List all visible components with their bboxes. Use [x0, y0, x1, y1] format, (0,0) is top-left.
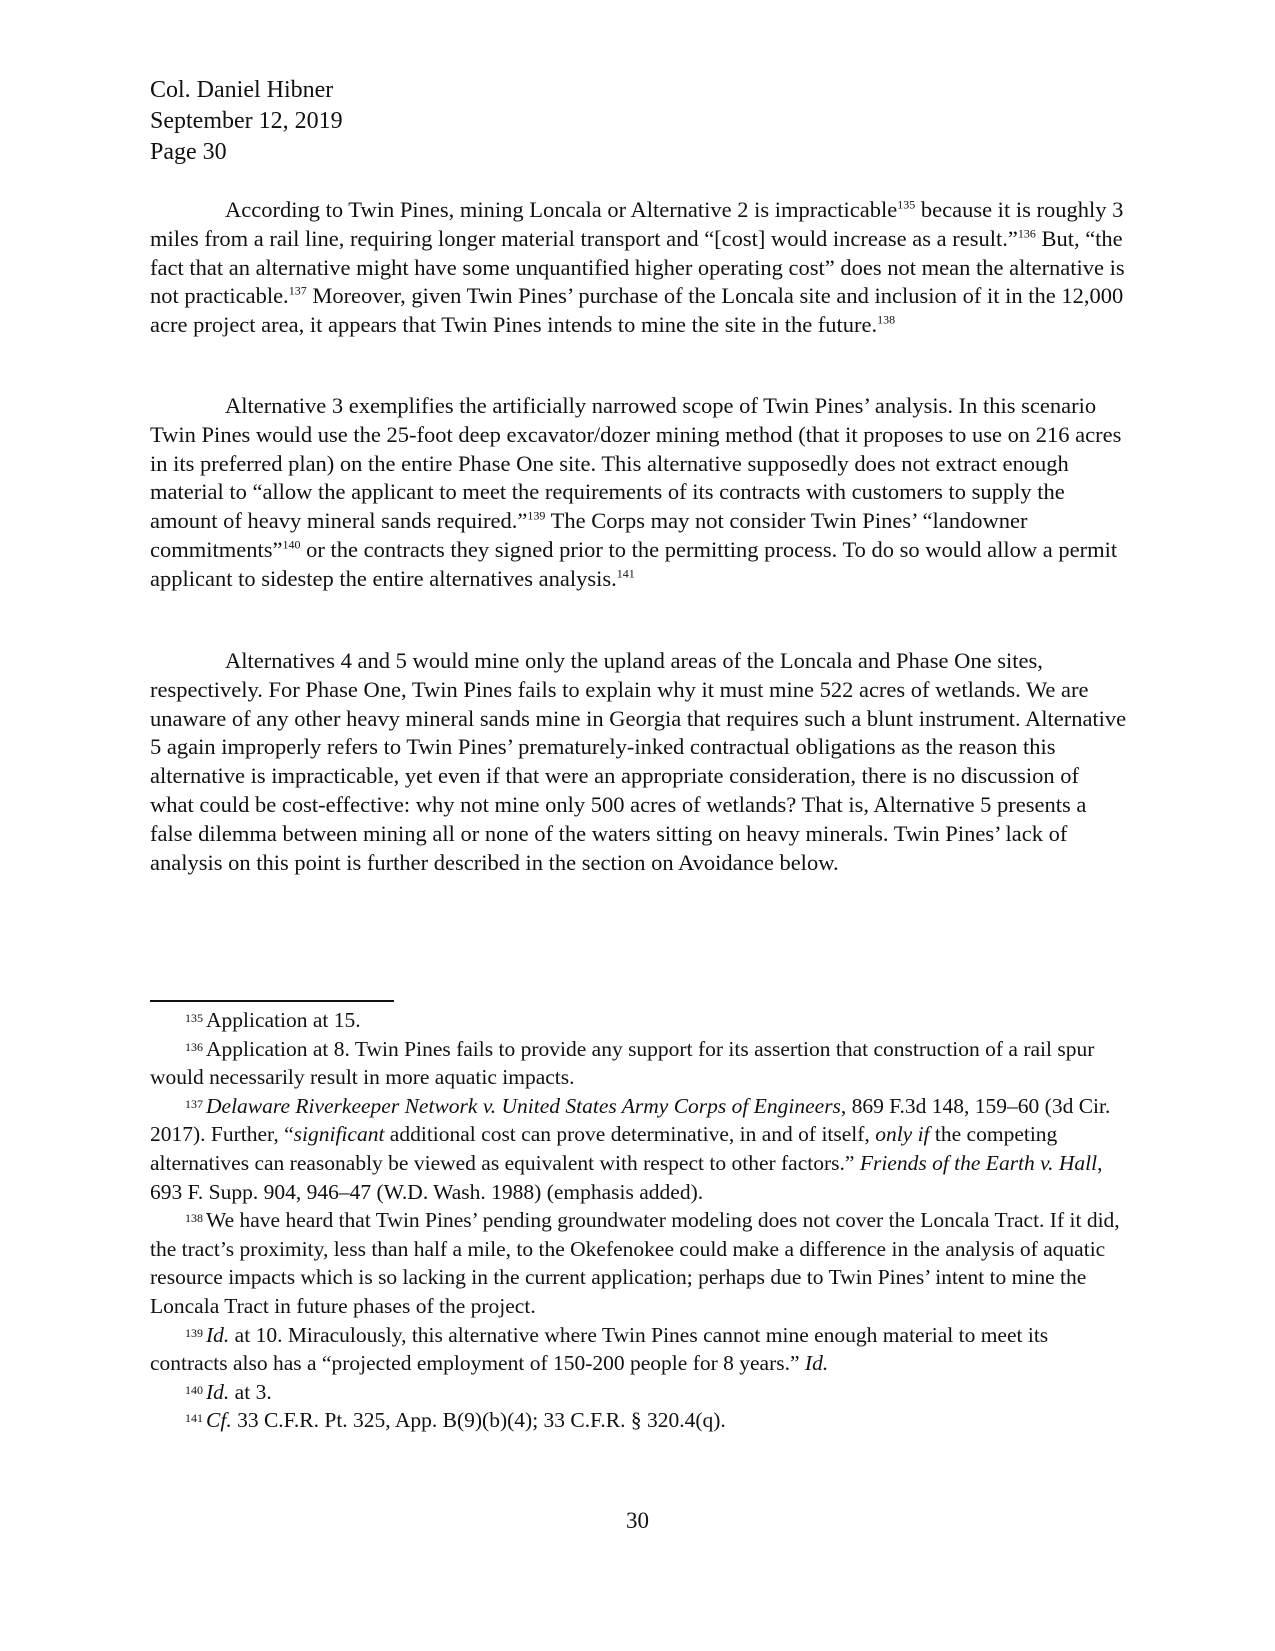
- footnote-reference: 135: [897, 197, 916, 212]
- italic-text: Delaware Riverkeeper Network v. United States Army Corps of Engineers: [206, 1093, 841, 1118]
- footnote-reference: 141: [616, 566, 635, 581]
- body-paragraph: [150, 196, 1128, 340]
- footnote-number: 139: [185, 1325, 203, 1340]
- footnote-separator: [150, 1000, 394, 1002]
- letter-header: [150, 75, 343, 168]
- page-label: Page 30: [150, 139, 227, 165]
- italic-text: significant: [293, 1122, 385, 1147]
- recipient-name: Col. Daniel Hibner: [150, 77, 334, 103]
- footnote-135: [150, 1006, 1130, 1035]
- text-run: because it is roughly 3 miles from a rail line, requiring longer material transport and “[cost] would increase as a result.”: [150, 197, 1124, 251]
- text-run: Alternatives 4 and 5 would mine only the upland areas of the Loncala and Phase One sites, respectively. For Phase One, Twin Pines fails to explain why it must mine 522 acres of wetlands. We are unaware of any other heavy mineral sands mine in Georgia that requires such a blunt instrument. Alternative 5 again improperly refers to Twin Pines’ prematurely-inked contractual obligations as the reason this alternative is impracticable, yet even if that were an appropriate consideration, there is no discussion of what could be cost-effective: why not mine only 500 acres of wetlands? That is, Alternative 5 presents a false dilemma between mining all or none of the waters sitting on heavy minerals. Twin Pines’ lack of analysis on this point is further described in the section on Avoidance below.: [150, 648, 1127, 875]
- footnote-137: [150, 1092, 1130, 1206]
- text-run: or the contracts they signed prior to the permitting process. To do so would allow a permit applicant to sidestep the entire alternatives analysis.: [150, 536, 1118, 591]
- text-run: But, “the fact that an alternative might have some unquantified higher operating cost” does not mean the alternative is not practicable.: [150, 225, 1125, 309]
- footnote-reference: 136: [1017, 226, 1036, 241]
- text-run: Application at 8. Twin Pines fails to provide any support for its assertion that construction of a rail spur would necessarily result in more aquatic impacts.: [150, 1036, 1095, 1090]
- text-run: The Corps may not consider Twin Pines’ “landowner commitments”: [150, 508, 1028, 562]
- footnote-number: 136: [185, 1039, 203, 1054]
- italic-text: Cf.: [206, 1408, 232, 1433]
- text-run: , 869 F.3d 148, 159–60 (3d Cir. 2017). Further, “: [150, 1093, 1111, 1147]
- footnotes-section: [150, 1006, 1130, 1435]
- footnote-number: 140: [185, 1382, 203, 1397]
- footnote-number: 138: [185, 1211, 203, 1226]
- italic-text: only if: [875, 1122, 930, 1147]
- footnote-number: 141: [185, 1411, 203, 1426]
- text-run: Alternative 3 exemplifies the artificially narrowed scope of Twin Pines’ analysis. In this scenario Twin Pines would use the 25-foot deep excavator/dozer mining method (that it proposes to use on 216 acres in its preferred plan) on the entire Phase One site. This alternative supposedly does not extract enough material to “allow the applicant to meet the requirements of its contracts with customers to supply the amount of heavy mineral sands required.”: [150, 393, 1122, 534]
- text-run: at 10. Miraculously, this alternative where Twin Pines cannot mine enough material to meet its contracts also has a “projected employment of 150-200 people for 8 years.”: [150, 1322, 1049, 1376]
- footnote-140: [150, 1378, 1130, 1407]
- footnote-number: 137: [185, 1096, 203, 1111]
- text-run: Application at 15.: [206, 1008, 361, 1032]
- text-run: at 3.: [229, 1379, 272, 1404]
- page-number: 30: [626, 1508, 649, 1533]
- footnote-136: [150, 1035, 1130, 1092]
- footnote-reference: 140: [282, 537, 301, 552]
- text-run: additional cost can prove determinative, in and of itself,: [384, 1122, 876, 1147]
- text-run: According to Twin Pines, mining Loncala or Alternative 2 is impracticable: [225, 197, 898, 222]
- italic-text: Id.: [206, 1379, 230, 1404]
- text-run: We have heard that Twin Pines’ pending groundwater modeling does not cover the Loncala Tract. If it did, the tract’s proximity, less than half a mile, to the Okefenokee could make a difference in the analysis of aquatic resource impacts which is so lacking in the current application; perhaps due to Twin Pines’ intent to mine the Loncala Tract in future phases of the project.: [150, 1208, 1120, 1318]
- footnote-138: [150, 1206, 1130, 1320]
- text-run: Moreover, given Twin Pines’ purchase of the Loncala site and inclusion of it in the 12,000 acre project area, it appears that Twin Pines intends to mine the site in the future.: [150, 283, 1124, 338]
- text-run: 33 C.F.R. Pt. 325, App. B(9)(b)(4); 33 C.F.R. § 320.4(q).: [231, 1408, 726, 1433]
- footnote-139: [150, 1321, 1130, 1378]
- letter-date: September 12, 2019: [150, 108, 343, 134]
- body-paragraph: [150, 392, 1128, 594]
- text-run: the competing alternatives can reasonably be viewed as equivalent with respect to other factors.”: [150, 1122, 1058, 1175]
- footnote-number: 135: [185, 1011, 203, 1025]
- footnote-141: [150, 1406, 1130, 1435]
- body-paragraph: [150, 647, 1128, 877]
- italic-text: Friends of the Earth v. Hall: [859, 1150, 1098, 1175]
- italic-text: Id.: [206, 1322, 230, 1347]
- footnote-reference: 137: [288, 283, 307, 298]
- footnote-reference: 138: [877, 312, 896, 327]
- italic-text: Id.: [804, 1351, 829, 1376]
- text-run: , 693 F. Supp. 904, 946–47 (W.D. Wash. 1988) (emphasis added).: [150, 1150, 1103, 1204]
- footnote-reference: 139: [527, 508, 546, 523]
